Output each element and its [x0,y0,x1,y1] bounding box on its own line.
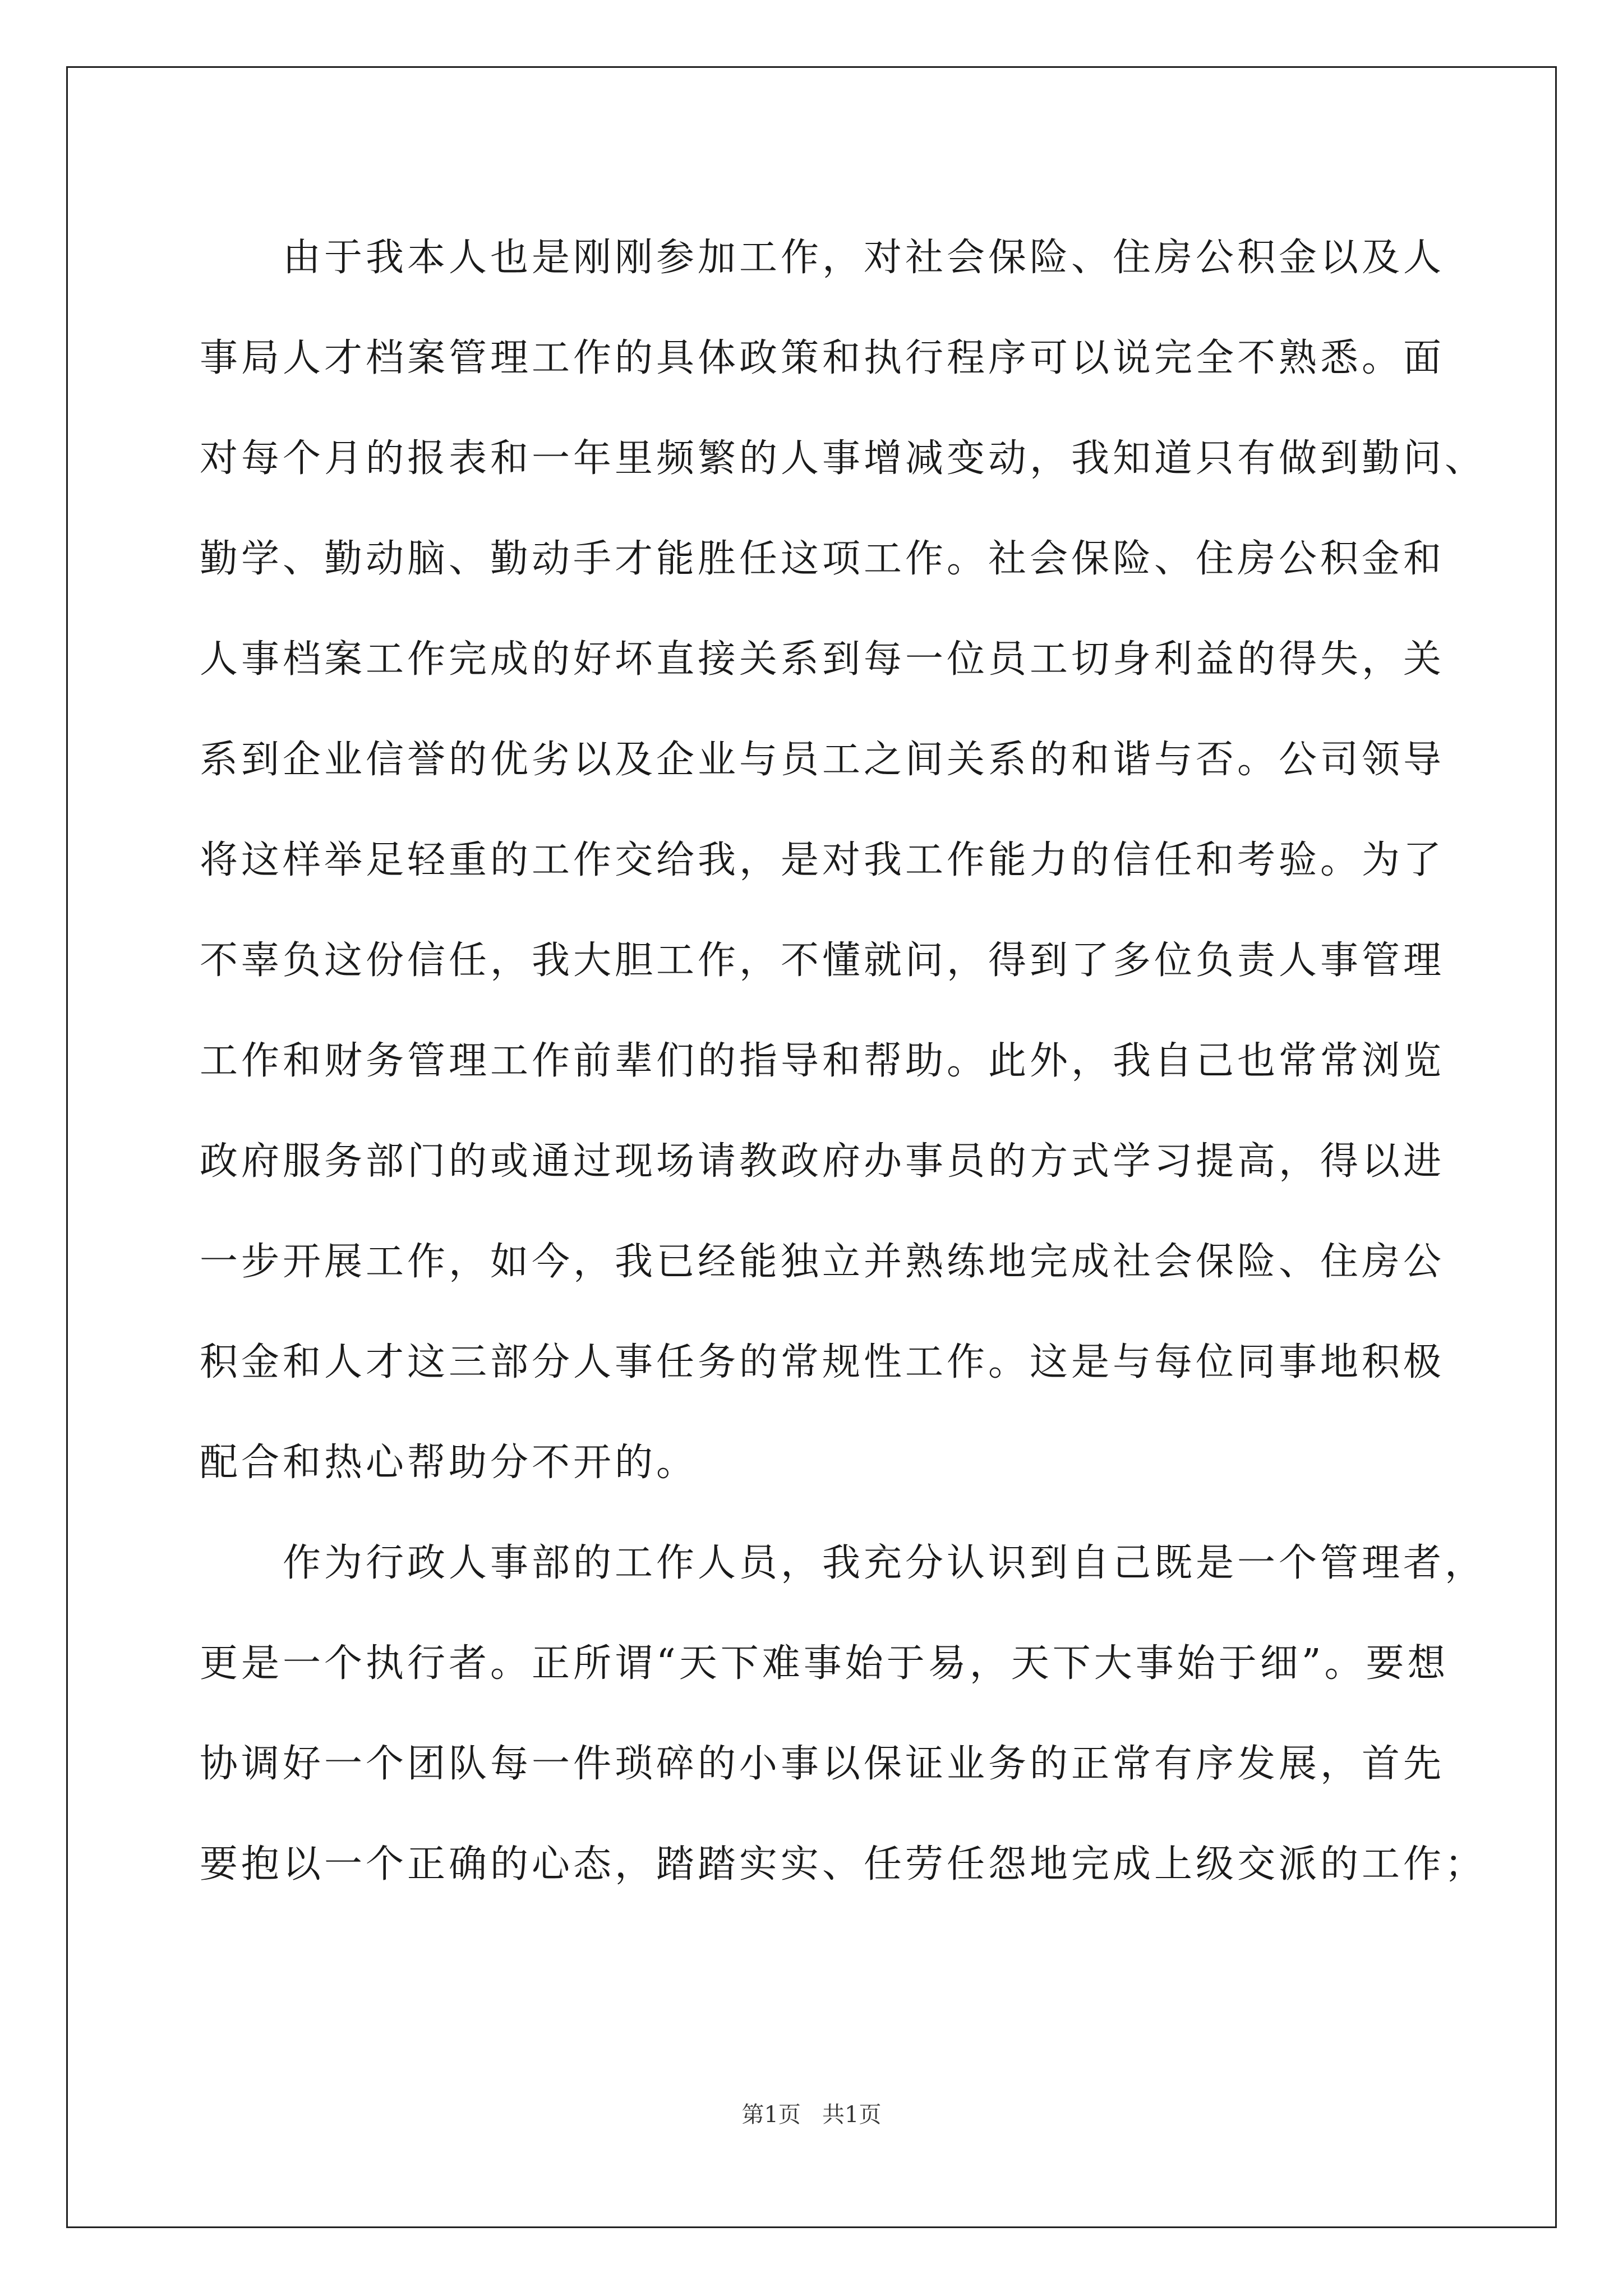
text-line: 作为行政人事部的工作人员，我充分认识到自己既是一个管理者， [283,1541,1487,1585]
text-line: 配合和热心帮助分不开的。 [200,1441,698,1485]
text-line: 将这样举足轻重的工作交给我，是对我工作能力的信任和考验。为了 [200,838,1445,882]
page-footer: 第1页 共1页 [741,2102,882,2128]
text-line: 由于我本人也是刚刚参加工作，对社会保险、住房公积金以及人 [283,236,1445,280]
text-line: 一步开展工作，如今，我已经能独立并熟练地完成社会保险、住房公 [200,1240,1445,1284]
text-line: 更是一个执行者。正所谓“天下难事始于易，天下大事始于细”。要想 [200,1641,1449,1686]
text-line: 对每个月的报表和一年里频繁的人事增减变动，我知道只有做到勤问、 [200,436,1487,481]
text-line: 要抱以一个正确的心态，踏踏实实、任劳任怨地完成上级交派的工作； [200,1842,1487,1887]
text-line: 人事档案工作完成的好坏直接关系到每一位员工切身利益的得失，关 [200,637,1445,682]
text-line: 工作和财务管理工作前辈们的指导和帮助。此外，我自己也常常浏览 [200,1039,1445,1083]
text-line: 系到企业信誉的优劣以及企业与员工之间关系的和谐与否。公司领导 [200,738,1445,782]
text-line: 勤学、勤动脑、勤动手才能胜任这项工作。社会保险、住房公积金和 [200,537,1445,581]
paragraph-1 [200,208,1487,1513]
text-line: 政府服务部门的或通过现场请教政府办事员的方式学习提高，得以进 [200,1139,1445,1184]
paragraph-2 [200,1513,1487,1915]
text-line: 协调好一个团队每一件琐碎的小事以保证业务的正常有序发展，首先 [200,1742,1445,1786]
text-line: 事局人才档案管理工作的具体政策和执行程序可以说完全不熟悉。面 [200,336,1445,380]
document-body [200,208,1487,1915]
text-line: 积金和人才这三部分人事任务的常规性工作。这是与每位同事地积极 [200,1340,1445,1384]
text-line: 不辜负这份信任，我大胆工作，不懂就问，得到了多位负责人事管理 [200,938,1445,983]
